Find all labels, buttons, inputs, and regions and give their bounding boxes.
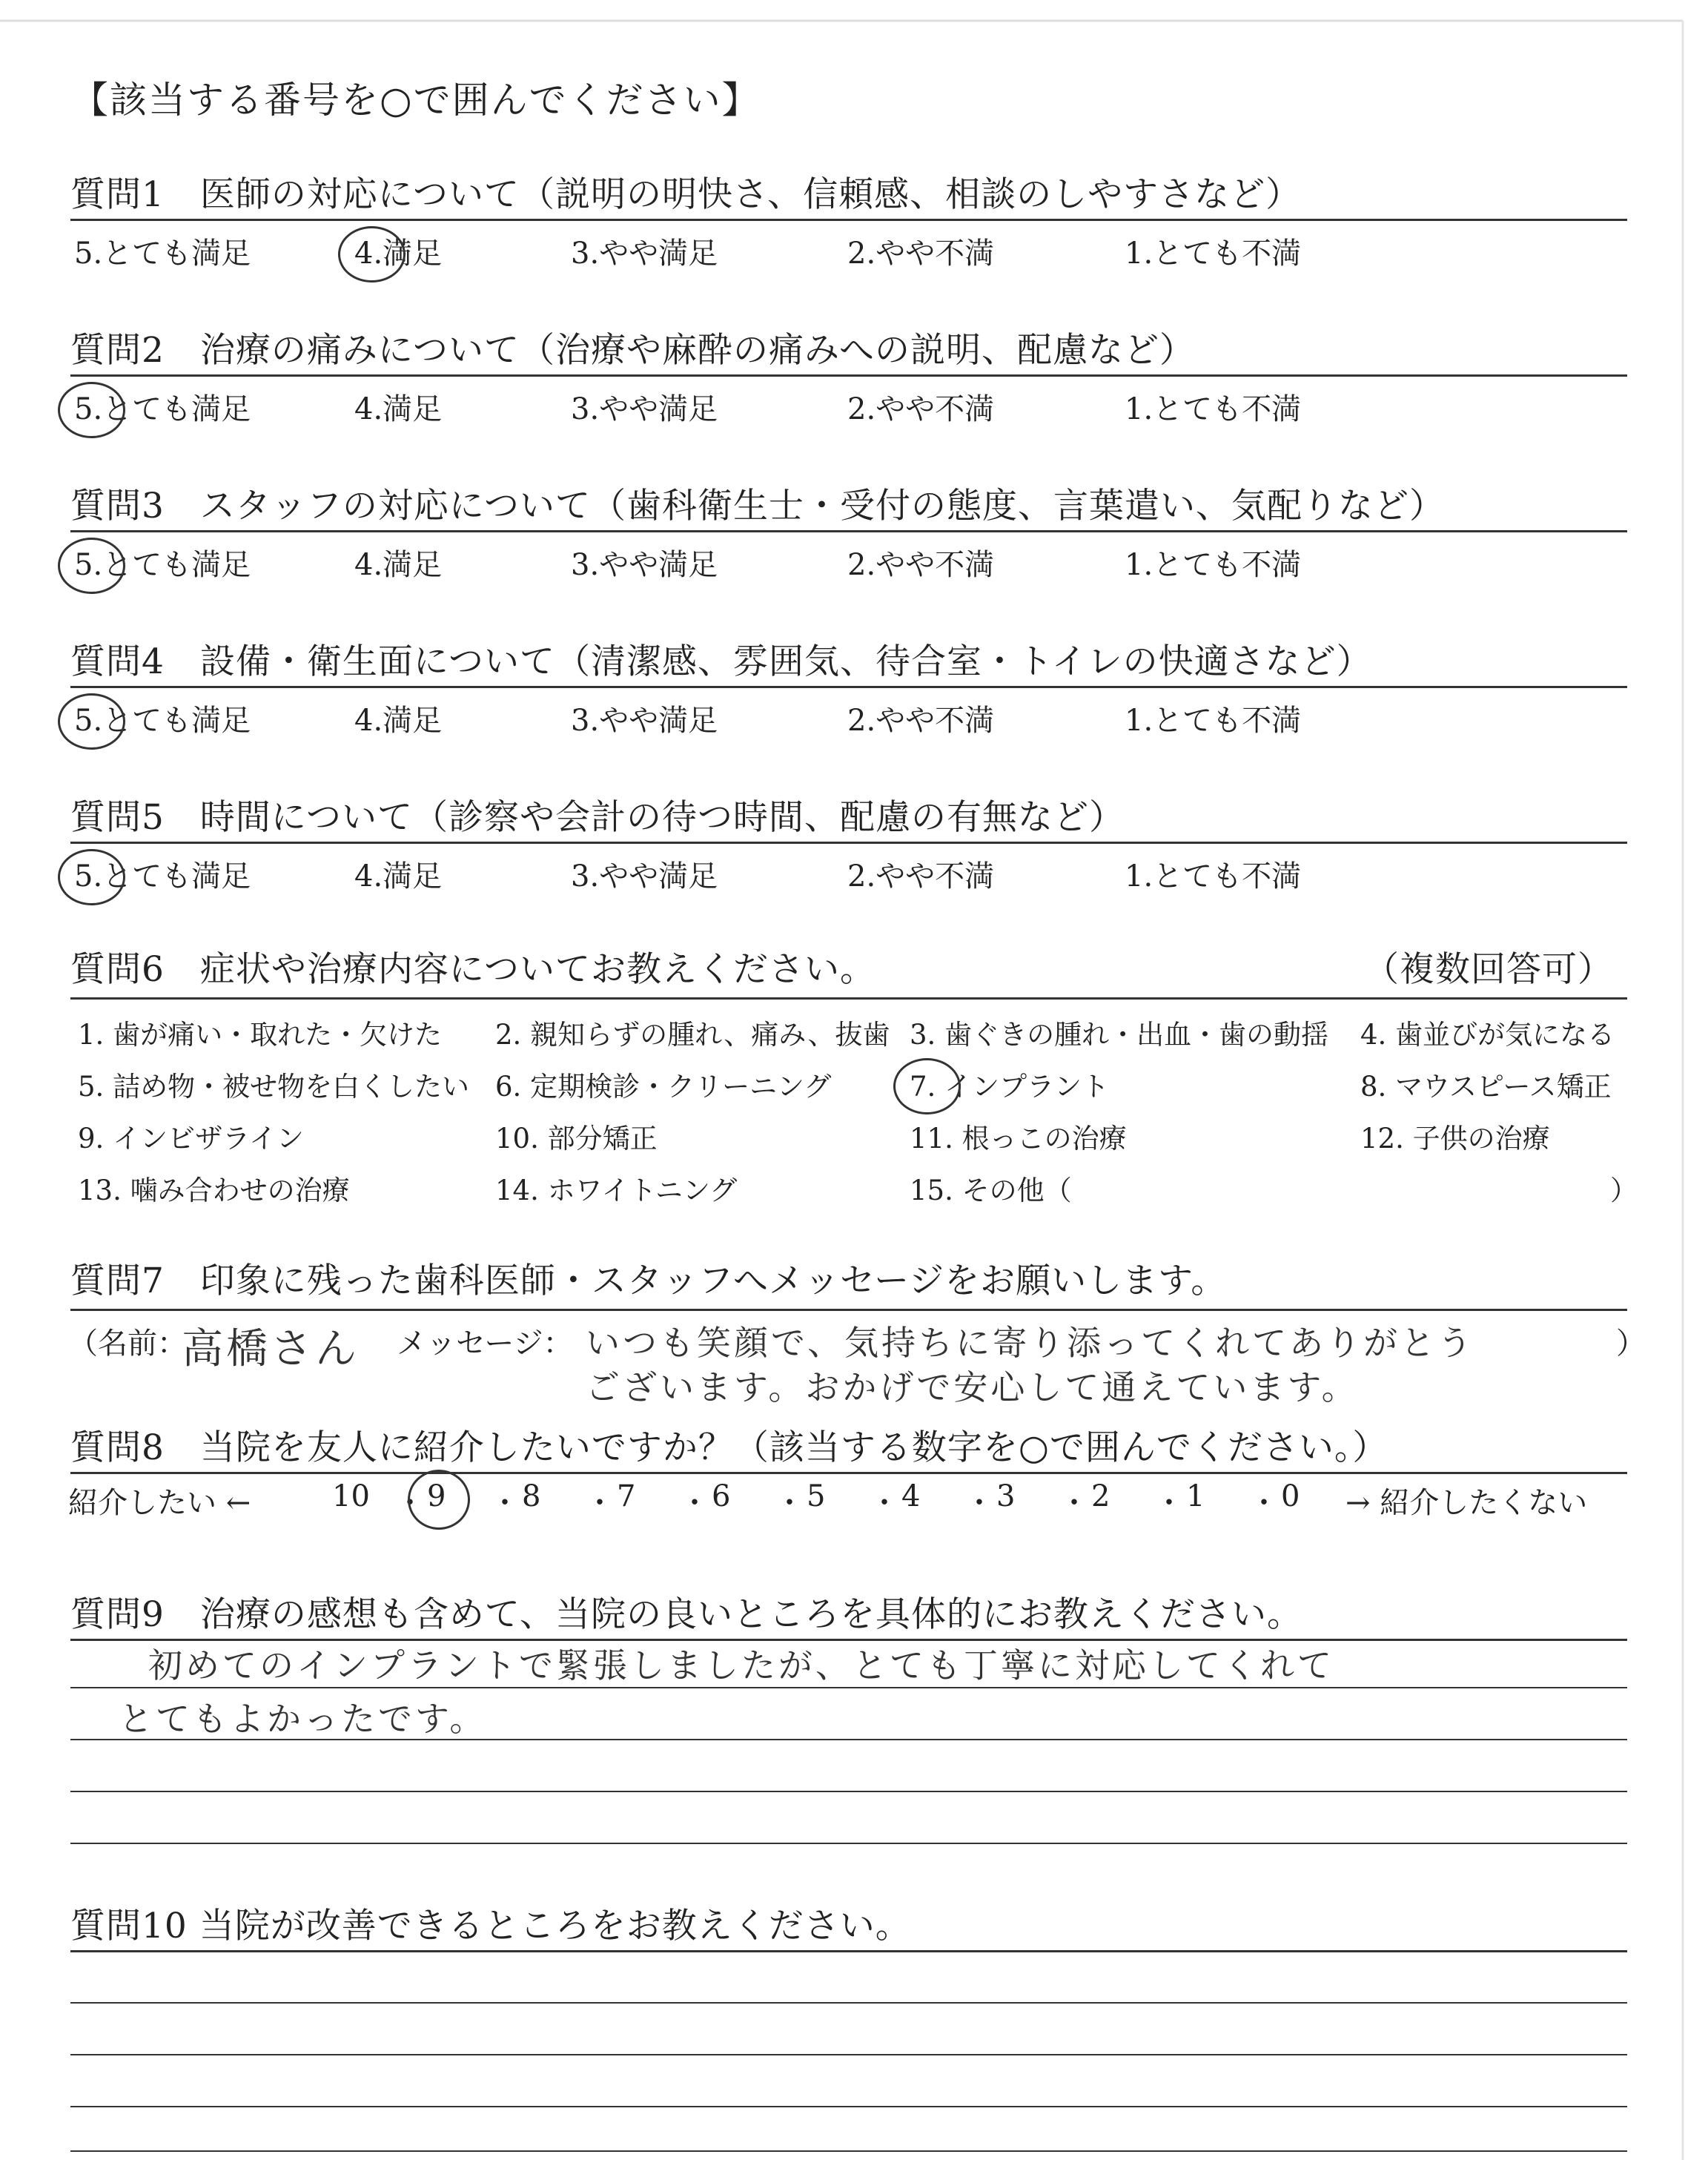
question-title: 質問5 時間について（診察や会計の待つ時間、配慮の有無など） [70, 797, 1125, 838]
treatment-option[interactable]: ） [1610, 1175, 1638, 1206]
question-rule [70, 842, 1627, 844]
scale-value[interactable]: 3 [996, 1479, 1016, 1513]
q7-name-value[interactable]: 高橋さん [182, 1325, 360, 1373]
scale-value[interactable]: 1 [1186, 1479, 1205, 1513]
rating-option[interactable]: 4.満足 [354, 392, 443, 426]
q7-close-paren: ） [1616, 1327, 1646, 1361]
treatment-option[interactable]: 10. 部分矯正 [495, 1123, 658, 1155]
rating-option[interactable]: 4.満足 [354, 237, 443, 271]
q9-answer-line2[interactable]: とてもよかったです。 [119, 1699, 487, 1739]
rating-option[interactable]: 5.とても満足 [74, 237, 251, 271]
q9-answer-line [70, 1843, 1627, 1844]
q8-left-label: 紹介したい ← [68, 1486, 251, 1520]
rating-option[interactable]: 1.とても不満 [1125, 704, 1302, 738]
rating-option[interactable]: 5.とても満足 [74, 704, 251, 738]
rating-option[interactable]: 4.満足 [354, 548, 443, 582]
rating-option[interactable]: 1.とても不満 [1125, 548, 1302, 582]
rating-option[interactable]: 1.とても不満 [1125, 859, 1302, 894]
treatment-option[interactable]: 6. 定期検診・クリーニング [495, 1071, 832, 1103]
scale-dot-separator: ・ [395, 1486, 425, 1520]
question-title: 質問1 医師の対応について（説明の明快さ、信頼感、相談のしやすさなど） [70, 174, 1302, 215]
selection-circle [58, 849, 125, 905]
rating-option[interactable]: 4.満足 [354, 704, 443, 738]
question-rule [70, 219, 1627, 221]
rating-option[interactable]: 5.とても満足 [74, 859, 251, 894]
rating-option[interactable]: 4.満足 [354, 859, 443, 894]
question-rule [70, 374, 1627, 377]
q10-title: 質問10 当院が改善できるところをお教えください。 [70, 1906, 911, 1946]
q7-title: 質問7 印象に残った歯科医師・スタッフへメッセージをお願いします。 [70, 1261, 1227, 1301]
scale-value[interactable]: 4 [901, 1479, 921, 1513]
rating-option[interactable]: 3.やや満足 [571, 392, 718, 426]
question-title: 質問4 設備・衛生面について（清潔感、雰囲気、待合室・トイレの快適さなど） [70, 641, 1372, 682]
treatment-option[interactable]: 15. その他（ [910, 1175, 1072, 1206]
scale-value[interactable]: 2 [1091, 1479, 1110, 1513]
instruction-header: 【該当する番号を○で囲んでください】 [71, 79, 761, 122]
rating-option[interactable]: 1.とても不満 [1125, 392, 1302, 426]
treatment-option[interactable]: 13. 噛み合わせの治療 [78, 1175, 350, 1206]
question-rule [70, 686, 1627, 688]
question-title: 質問3 スタッフの対応について（歯科衛生士・受付の態度、言葉遣い、気配りなど） [70, 486, 1445, 526]
treatment-option[interactable]: 9. インビザライン [78, 1123, 304, 1155]
scale-value[interactable]: 5 [807, 1479, 826, 1513]
scale-dot-separator: ・ [490, 1486, 520, 1520]
treatment-option[interactable]: 7. インプラント [910, 1071, 1110, 1103]
selection-circle [58, 693, 125, 750]
selection-circle [408, 1470, 470, 1530]
scale-dot-separator: ・ [775, 1486, 804, 1520]
q8-title: 質問8 当院を友人に紹介したいですか？（該当する数字を○で囲んでください。） [70, 1427, 1388, 1468]
q9-answer-line1[interactable]: 初めてのインプラントで緊張しましたが、とても丁寧に対応してくれて [148, 1645, 1334, 1685]
rating-option[interactable]: 3.やや満足 [571, 548, 718, 582]
treatment-option[interactable]: 8. マウスピース矯正 [1360, 1071, 1612, 1103]
question-rule [70, 530, 1627, 532]
treatment-option[interactable]: 11. 根っこの治療 [910, 1123, 1127, 1155]
rating-option[interactable]: 5.とても満足 [74, 392, 251, 426]
rating-option[interactable]: 2.やや不満 [847, 859, 995, 894]
q7-message-label: メッセージ： [397, 1327, 573, 1361]
treatment-option[interactable]: 1. 歯が痛い・取れた・欠けた [78, 1019, 443, 1051]
scale-dot-separator: ・ [1249, 1486, 1279, 1520]
treatment-option[interactable]: 12. 子供の治療 [1360, 1123, 1550, 1155]
q10-answer-line [70, 2054, 1627, 2055]
q10-rule [70, 1950, 1627, 1952]
rating-option[interactable]: 3.やや満足 [571, 859, 718, 894]
scale-dot-separator: ・ [964, 1486, 994, 1520]
q10-answer-line [70, 2150, 1627, 2152]
q7-message-line2[interactable]: ございます。おかげで安心して通えています。 [586, 1367, 1359, 1407]
rating-option[interactable]: 2.やや不満 [847, 548, 995, 582]
rating-option[interactable]: 1.とても不満 [1125, 237, 1302, 271]
treatment-option[interactable]: 5. 詰め物・被せ物を白くしたい [78, 1071, 470, 1103]
scale-value[interactable]: 0 [1281, 1479, 1300, 1513]
q8-rule [70, 1472, 1627, 1474]
scale-value[interactable]: 6 [712, 1479, 731, 1513]
rating-option[interactable]: 3.やや満足 [571, 704, 718, 738]
treatment-option[interactable]: 14. ホワイトニング [495, 1175, 738, 1206]
treatment-option[interactable]: 4. 歯並びが気になる [1360, 1019, 1615, 1051]
treatment-option[interactable]: 3. 歯ぐきの腫れ・出血・歯の動揺 [910, 1019, 1329, 1051]
q8-right-label: → 紹介したくない [1345, 1486, 1588, 1520]
q7-name-label: （名前： [68, 1327, 187, 1361]
rating-option[interactable]: 3.やや満足 [571, 237, 718, 271]
question-title: 質問2 治療の痛みについて（治療や麻酔の痛みへの説明、配慮など） [70, 330, 1196, 371]
scale-value[interactable]: 10 [332, 1479, 370, 1513]
scale-dot-separator: ・ [1059, 1486, 1089, 1520]
scale-value[interactable]: 7 [617, 1479, 636, 1513]
q7-message-line1[interactable]: いつも笑顔で、気持ちに寄り添ってくれてありがとう [586, 1323, 1475, 1363]
selection-circle [338, 226, 406, 283]
rating-option[interactable]: 2.やや不満 [847, 237, 995, 271]
q6-rule [70, 997, 1627, 1000]
scale-dot-separator: ・ [870, 1486, 899, 1520]
scale-dot-separator: ・ [585, 1486, 615, 1520]
scale-value[interactable]: 8 [522, 1479, 541, 1513]
q10-answer-line [70, 2002, 1627, 2004]
rating-option[interactable]: 2.やや不満 [847, 704, 995, 738]
scale-dot-separator: ・ [680, 1486, 709, 1520]
q10-answer-line [70, 2106, 1627, 2107]
treatment-option[interactable]: 2. 親知らずの腫れ、痛み、抜歯 [495, 1019, 890, 1051]
selection-circle [893, 1058, 961, 1114]
q6-note: （複数回答可） [1364, 949, 1613, 990]
q6-title: 質問6 症状や治療内容についてお教えください。 [70, 949, 875, 990]
q9-answer-line [70, 1791, 1627, 1792]
selection-circle [58, 382, 125, 438]
rating-option[interactable]: 2.やや不満 [847, 392, 995, 426]
q7-rule [70, 1309, 1627, 1311]
scale-value[interactable]: 9 [427, 1479, 446, 1513]
rating-option[interactable]: 5.とても満足 [74, 548, 251, 582]
selection-circle [58, 538, 125, 594]
q9-title: 質問9 治療の感想も含めて、当院の良いところを具体的にお教えください。 [70, 1594, 1302, 1635]
scale-dot-separator: ・ [1154, 1486, 1184, 1520]
